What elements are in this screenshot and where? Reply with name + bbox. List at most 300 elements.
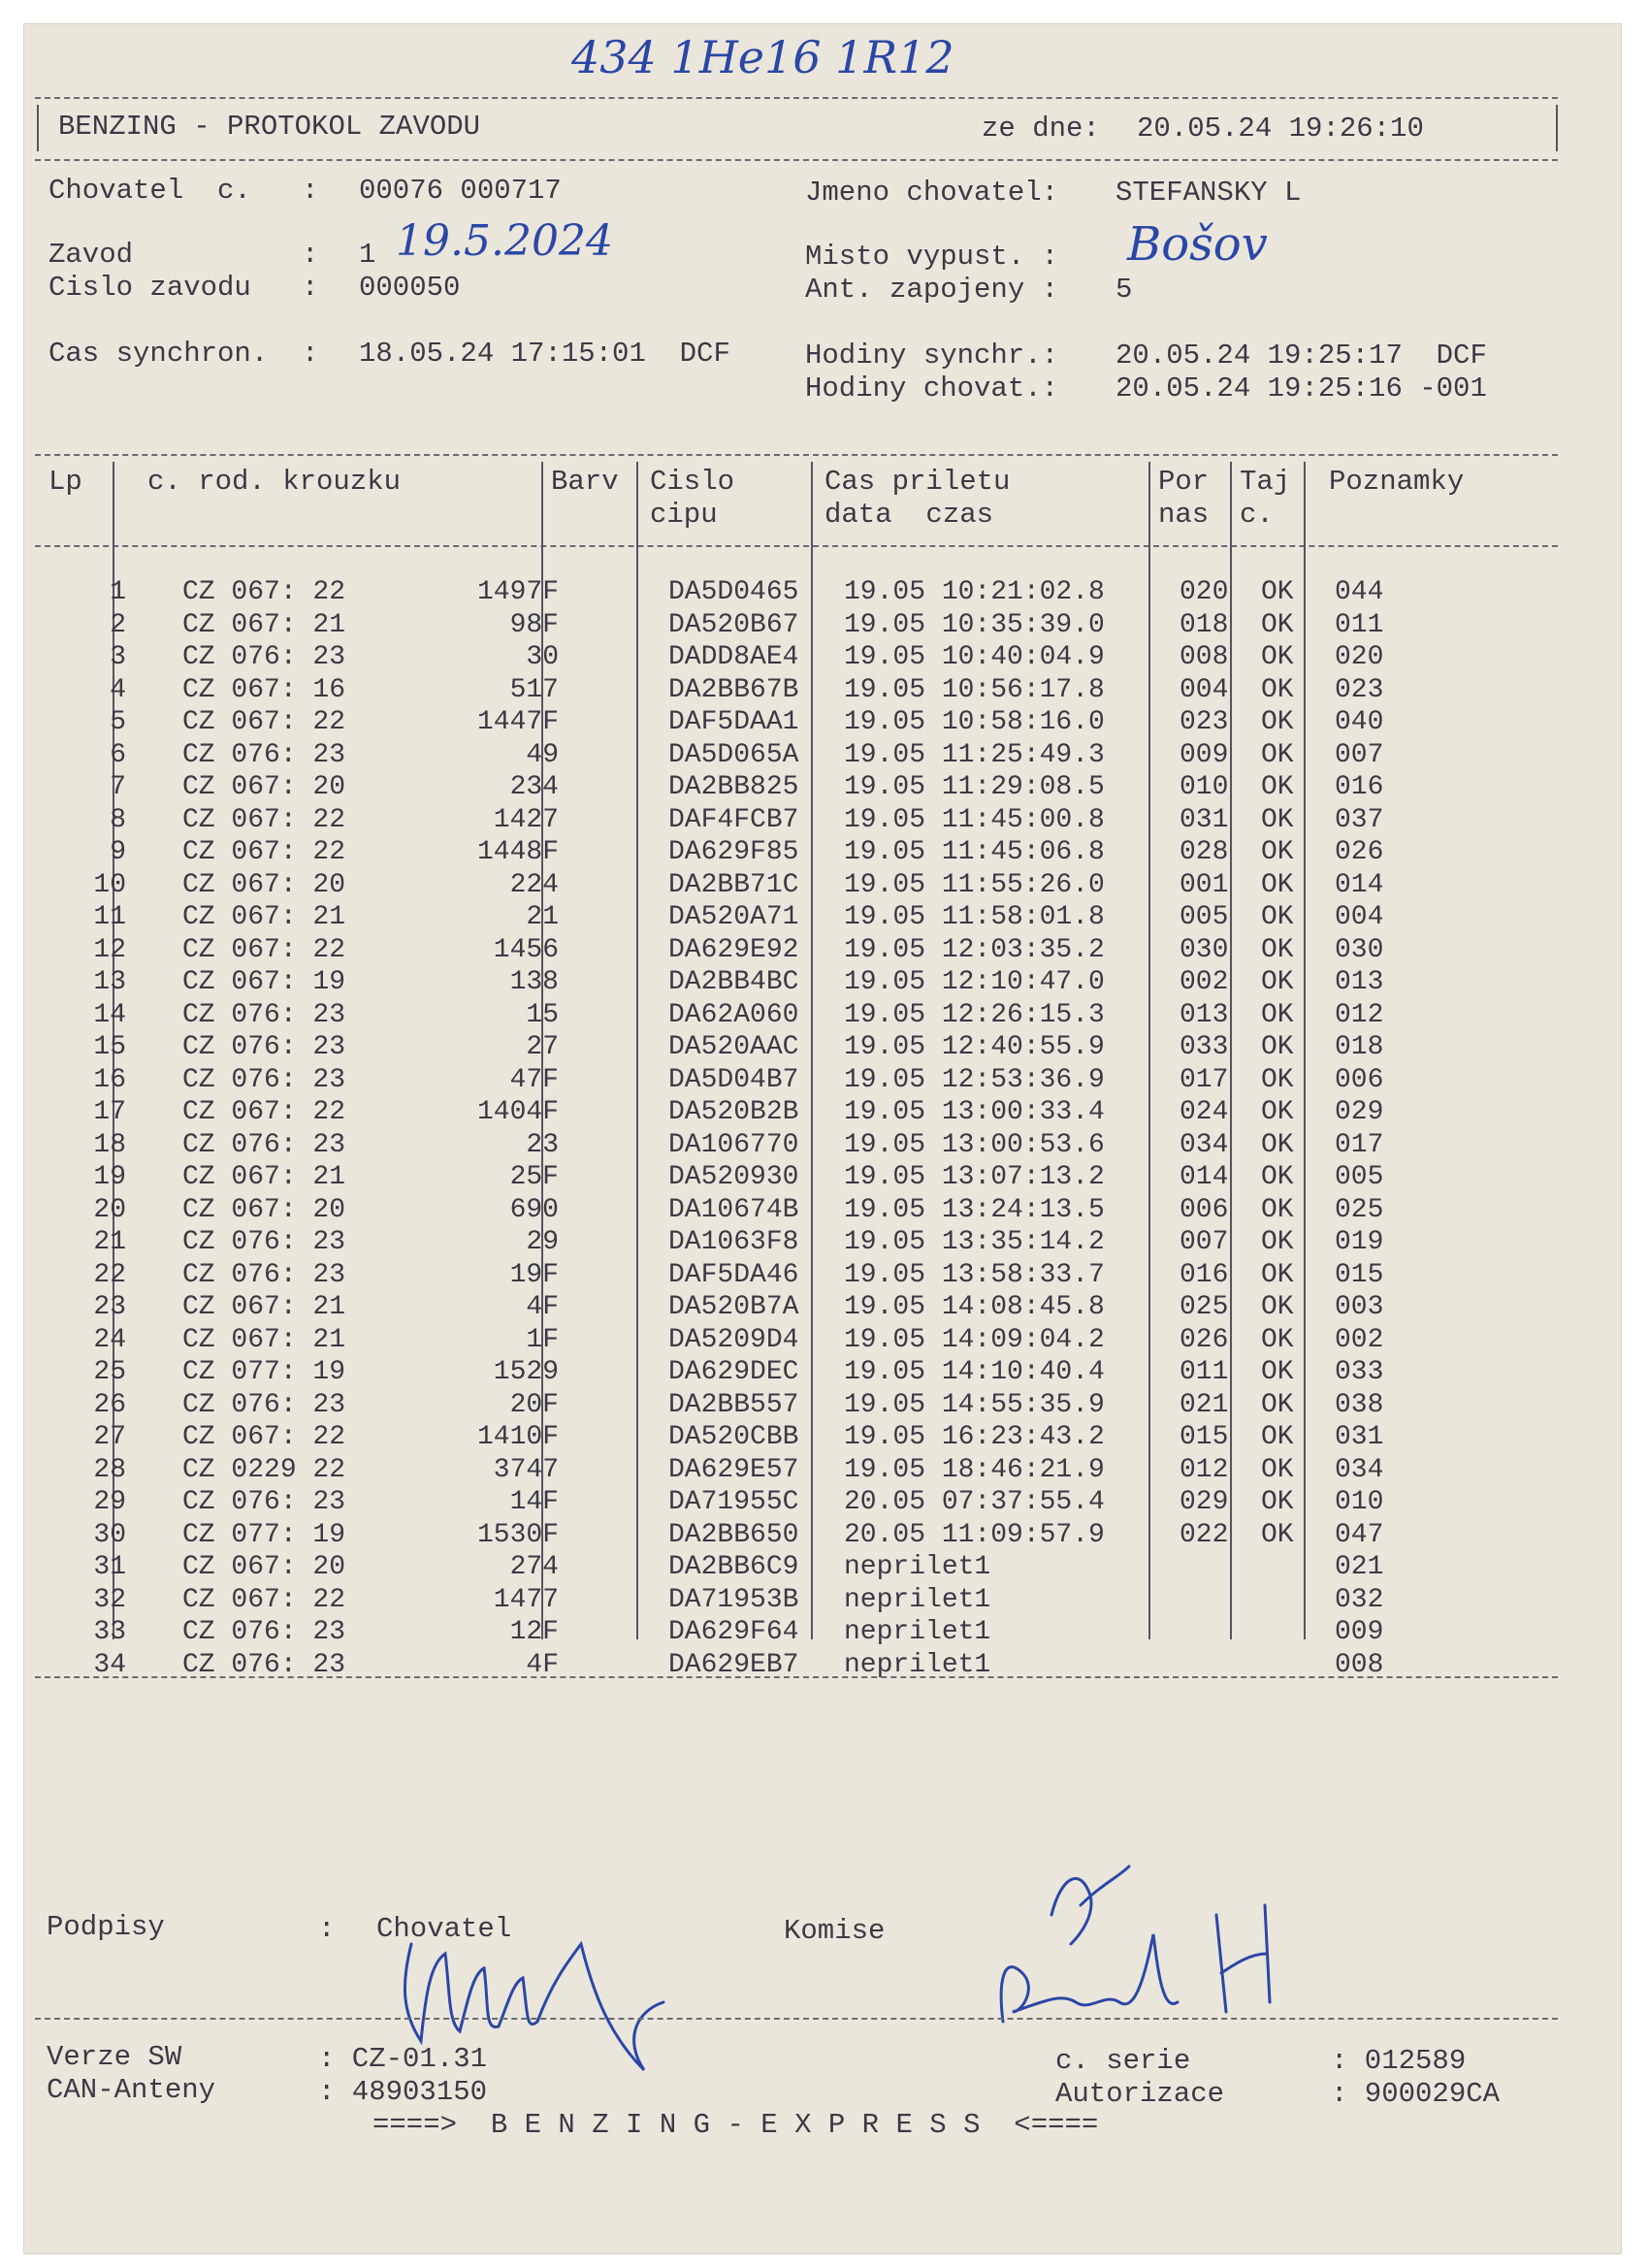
- row-order: 024: [1180, 1097, 1229, 1127]
- row-status: OK: [1261, 804, 1294, 835]
- podpisy-label: Podpisy: [47, 1911, 165, 1943]
- row-lp: 15: [93, 1032, 126, 1062]
- table-row: [47, 1519, 1569, 1551]
- row-arrival-time: 19.05 11:45:06.8: [844, 837, 1105, 867]
- zavod-label: Zavod :: [48, 239, 319, 271]
- verze-sw-value: : CZ-01.31: [318, 2043, 488, 2075]
- row-lp: 4: [110, 674, 126, 705]
- row-arrival-time: 19.05 12:53:36.9: [844, 1064, 1105, 1095]
- row-status: OK: [1261, 772, 1294, 802]
- hodiny-chovat-label: Hodiny chovat.:: [805, 373, 1059, 405]
- row-chip: DA5209D4: [668, 1324, 799, 1355]
- row-arrival-time: 19.05 11:45:00.8: [844, 804, 1105, 835]
- col-header-taj: Taj: [1240, 466, 1291, 498]
- row-arrival-time: 19.05 10:58:16.0: [844, 707, 1105, 737]
- table-row: [47, 1389, 1569, 1421]
- row-status: OK: [1261, 1357, 1294, 1387]
- row-ring: CZ 067: 21: [182, 1292, 346, 1322]
- antenna-value: 5: [1116, 274, 1133, 306]
- cislo-zavodu-label: Cislo zavodu :: [48, 272, 319, 304]
- row-arrival-time: 19.05 10:21:02.8: [844, 577, 1105, 607]
- row-lp: 32: [93, 1584, 126, 1615]
- date-label: ze dne:: [982, 113, 1100, 145]
- row-status: OK: [1261, 837, 1294, 867]
- row-arrival-time: neprilet1: [844, 1617, 991, 1647]
- col-header-poznamky: Poznamky: [1329, 466, 1465, 498]
- row-ring: CZ 067: 20: [182, 1552, 346, 1582]
- row-note: 016: [1335, 772, 1384, 802]
- col-header-data-czas: data czas: [824, 499, 994, 531]
- row-note: 025: [1335, 1194, 1384, 1225]
- row-order: 015: [1180, 1422, 1229, 1452]
- benzing-express-banner: ====> B E N Z I N G - E X P R E S S <====: [372, 2109, 1099, 2141]
- protocol-sheet: [23, 23, 1622, 2254]
- row-order: 034: [1180, 1129, 1229, 1160]
- table-row: [47, 901, 1569, 933]
- table-row: [47, 576, 1569, 608]
- row-ring-number: 1456: [493, 934, 559, 965]
- row-note: 047: [1335, 1519, 1384, 1550]
- row-note: 017: [1335, 1129, 1384, 1160]
- row-ring-number: 690: [509, 1194, 559, 1225]
- row-chip: DA629EB7: [668, 1649, 799, 1680]
- row-note: 013: [1335, 967, 1384, 997]
- row-ring: CZ 067: 21: [182, 609, 346, 640]
- row-note: 019: [1335, 1227, 1384, 1257]
- cas-synchron-value: 18.05.24 17:15:01 DCF: [359, 338, 730, 370]
- row-arrival-time: 19.05 14:55:35.9: [844, 1389, 1105, 1420]
- row-order: 023: [1180, 707, 1229, 737]
- row-ring: CZ 067: 22: [182, 1097, 346, 1127]
- row-chip: DA629E92: [668, 934, 799, 965]
- row-lp: 26: [93, 1389, 126, 1420]
- row-status: OK: [1261, 1129, 1294, 1160]
- row-status: OK: [1261, 999, 1294, 1030]
- row-note: 030: [1335, 934, 1384, 965]
- chovatel-value: 00076 000717: [359, 175, 562, 207]
- handwritten-race-date: 19.5.2024: [396, 216, 613, 266]
- row-chip: DA5D0465: [668, 577, 799, 607]
- row-order: 020: [1180, 577, 1229, 607]
- row-ring-number: 1529: [493, 1357, 559, 1387]
- col-header-nas: nas: [1158, 499, 1210, 531]
- row-ring-number: 1448F: [476, 837, 559, 867]
- row-order: 033: [1180, 1032, 1229, 1062]
- row-note: 015: [1335, 1259, 1384, 1290]
- can-anteny-label: CAN-Anteny: [47, 2074, 216, 2106]
- table-row: [47, 1454, 1569, 1486]
- row-lp: 25: [93, 1357, 126, 1387]
- row-lp: 21: [93, 1227, 126, 1257]
- header-right-border: [1556, 105, 1558, 151]
- row-status: OK: [1261, 1324, 1294, 1355]
- row-lp: 27: [93, 1422, 126, 1452]
- row-lp: 30: [93, 1519, 126, 1550]
- row-arrival-time: 19.05 11:58:01.8: [844, 902, 1105, 932]
- row-note: 044: [1335, 577, 1384, 607]
- row-ring-number: 517: [509, 674, 559, 705]
- row-order: 006: [1180, 1194, 1229, 1225]
- row-ring-number: 25F: [509, 1162, 559, 1192]
- row-lp: 5: [110, 707, 126, 737]
- row-arrival-time: 19.05 18:46:21.9: [844, 1454, 1105, 1485]
- cislo-zavodu-value: 000050: [359, 272, 461, 304]
- row-lp: 28: [93, 1454, 126, 1485]
- row-note: 034: [1335, 1454, 1384, 1485]
- table-row: [47, 771, 1569, 803]
- row-arrival-time: 19.05 13:24:13.5: [844, 1194, 1105, 1225]
- row-ring-number: 274: [509, 1552, 559, 1582]
- row-lp: 20: [93, 1194, 126, 1225]
- table-row: [47, 1129, 1569, 1161]
- row-lp: 12: [93, 934, 126, 965]
- row-note: 021: [1335, 1552, 1384, 1582]
- row-status: OK: [1261, 1487, 1294, 1517]
- row-chip: DA629E57: [668, 1454, 799, 1485]
- jmeno-label: Jmeno chovatel:: [805, 177, 1059, 209]
- row-chip: DA5D065A: [668, 739, 799, 770]
- row-chip: DAF4FCB7: [668, 804, 799, 835]
- row-ring-number: 4F: [526, 1649, 559, 1680]
- row-ring: CZ 067: 21: [182, 1162, 346, 1192]
- row-chip: DA71955C: [668, 1487, 799, 1517]
- row-chip: DA520AAC: [668, 1032, 799, 1062]
- row-note: 003: [1335, 1292, 1384, 1322]
- row-arrival-time: 19.05 13:00:53.6: [844, 1129, 1105, 1160]
- row-note: 032: [1335, 1584, 1384, 1615]
- hodiny-synchr-value: 20.05.24 19:25:17 DCF: [1116, 340, 1487, 372]
- row-lp: 33: [93, 1617, 126, 1647]
- row-ring: CZ 067: 22: [182, 804, 346, 835]
- row-ring-number: 27: [526, 1032, 559, 1062]
- row-ring: CZ 067: 19: [182, 967, 346, 997]
- row-lp: 16: [93, 1064, 126, 1095]
- row-note: 031: [1335, 1422, 1384, 1452]
- row-note: 005: [1335, 1162, 1384, 1192]
- row-order: 030: [1180, 934, 1229, 965]
- row-ring: CZ 067: 22: [182, 1584, 346, 1615]
- row-arrival-time: 19.05 13:07:13.2: [844, 1162, 1105, 1192]
- row-ring-number: 14F: [509, 1487, 559, 1517]
- table-top-border: [35, 454, 1558, 456]
- table-row: [47, 1064, 1569, 1096]
- row-ring: CZ 077: 19: [182, 1519, 346, 1550]
- table-header-divider: [35, 545, 1558, 547]
- row-order: 022: [1180, 1519, 1229, 1550]
- row-order: 017: [1180, 1064, 1229, 1095]
- row-order: 005: [1180, 902, 1229, 932]
- row-ring: CZ 067: 21: [182, 902, 346, 932]
- header-bottom-border: [35, 159, 1558, 161]
- row-lp: 3: [110, 642, 126, 672]
- row-status: OK: [1261, 609, 1294, 640]
- row-ring-number: 1F: [526, 1324, 559, 1355]
- row-lp: 1: [110, 577, 126, 607]
- row-ring-number: 1427: [493, 804, 559, 835]
- row-arrival-time: 19.05 11:55:26.0: [844, 869, 1105, 900]
- row-lp: 13: [93, 967, 126, 997]
- row-note: 033: [1335, 1357, 1384, 1387]
- row-ring: CZ 067: 20: [182, 869, 346, 900]
- row-note: 010: [1335, 1487, 1384, 1517]
- col-header-lp: Lp: [48, 466, 82, 498]
- row-chip: DA520B7A: [668, 1292, 799, 1322]
- row-chip: DAF5DAA1: [668, 707, 799, 737]
- row-arrival-time: 19.05 14:10:40.4: [844, 1357, 1105, 1387]
- row-lp: 11: [93, 902, 126, 932]
- jmeno-value: STEFANSKY L: [1116, 177, 1302, 209]
- row-arrival-time: 19.05 12:40:55.9: [844, 1032, 1105, 1062]
- row-arrival-time: 19.05 12:03:35.2: [844, 934, 1105, 965]
- row-ring: CZ 067: 20: [182, 772, 346, 802]
- row-ring: CZ 076: 23: [182, 1649, 346, 1680]
- col-header-barv: Barv: [551, 466, 619, 498]
- row-status: OK: [1261, 642, 1294, 672]
- cas-synchron-label: Cas synchron. :: [48, 338, 319, 370]
- row-arrival-time: neprilet1: [844, 1584, 991, 1615]
- row-lp: 29: [93, 1487, 126, 1517]
- row-chip: DA520A71: [668, 902, 799, 932]
- row-lp: 14: [93, 999, 126, 1030]
- row-note: 014: [1335, 869, 1384, 900]
- row-status: OK: [1261, 1259, 1294, 1290]
- row-arrival-time: 19.05 10:35:39.0: [844, 609, 1105, 640]
- row-status: OK: [1261, 1227, 1294, 1257]
- row-ring: CZ 076: 23: [182, 1064, 346, 1095]
- row-status: OK: [1261, 1194, 1294, 1225]
- row-lp: 8: [110, 804, 126, 835]
- row-ring: CZ 076: 23: [182, 1259, 346, 1290]
- row-order: 011: [1180, 1357, 1229, 1387]
- row-ring-number: 98F: [509, 609, 559, 640]
- antenna-label: Ant. zapojeny :: [805, 274, 1059, 306]
- row-lp: 23: [93, 1292, 126, 1322]
- row-order: 012: [1180, 1454, 1229, 1485]
- col-header-taj-c: c.: [1240, 499, 1274, 531]
- row-note: 040: [1335, 707, 1384, 737]
- verze-sw-label: Verze SW: [47, 2041, 182, 2073]
- row-lp: 31: [93, 1552, 126, 1582]
- row-ring: CZ 076: 23: [182, 999, 346, 1030]
- row-status: OK: [1261, 1064, 1294, 1095]
- row-note: 020: [1335, 642, 1384, 672]
- row-status: OK: [1261, 967, 1294, 997]
- row-lp: 34: [93, 1649, 126, 1680]
- row-status: OK: [1261, 577, 1294, 607]
- row-chip: DA629DEC: [668, 1357, 799, 1387]
- row-ring-number: 1447F: [476, 707, 559, 737]
- row-ring: CZ 077: 19: [182, 1357, 346, 1387]
- row-ring-number: 19F: [509, 1259, 559, 1290]
- row-ring-number: 12F: [509, 1617, 559, 1647]
- table-row: [47, 1486, 1569, 1518]
- row-note: 009: [1335, 1617, 1384, 1647]
- table-row: [47, 934, 1569, 966]
- row-chip: DA520B2B: [668, 1097, 799, 1127]
- row-chip: DADD8AE4: [668, 642, 799, 672]
- table-row: [47, 1291, 1569, 1323]
- row-lp: 18: [93, 1129, 126, 1160]
- row-ring: CZ 076: 23: [182, 1227, 346, 1257]
- table-row: [47, 1096, 1569, 1128]
- table-row: [47, 706, 1569, 738]
- chovatel-label: Chovatel c. :: [48, 175, 319, 207]
- row-ring-number: 21: [526, 902, 559, 932]
- row-lp: 6: [110, 739, 126, 770]
- row-order: 002: [1180, 967, 1229, 997]
- row-note: 023: [1335, 674, 1384, 705]
- header-left-border: [37, 105, 39, 151]
- row-ring-number: 3747: [493, 1454, 559, 1485]
- col-header-cislo: Cislo: [650, 466, 735, 498]
- table-row: [47, 1226, 1569, 1258]
- commission-signature: [984, 1857, 1304, 2051]
- row-arrival-time: 19.05 12:26:15.3: [844, 999, 1105, 1030]
- row-order: 028: [1180, 837, 1229, 867]
- row-note: 018: [1335, 1032, 1384, 1062]
- row-lp: 19: [93, 1162, 126, 1192]
- row-status: OK: [1261, 869, 1294, 900]
- row-chip: DA10674B: [668, 1194, 799, 1225]
- row-lp: 9: [110, 837, 126, 867]
- row-arrival-time: 19.05 13:58:33.7: [844, 1259, 1105, 1290]
- row-ring: CZ 067: 21: [182, 1324, 346, 1355]
- row-status: OK: [1261, 1032, 1294, 1062]
- row-order: 029: [1180, 1487, 1229, 1517]
- row-status: OK: [1261, 674, 1294, 705]
- row-chip: DA2BB67B: [668, 674, 799, 705]
- row-ring: CZ 076: 23: [182, 1389, 346, 1420]
- table-row: [47, 1324, 1569, 1356]
- row-ring-number: 234: [509, 772, 559, 802]
- handwritten-top-note: 434 1He16 1R12: [571, 31, 954, 83]
- row-order: 026: [1180, 1324, 1229, 1355]
- row-arrival-time: 19.05 11:29:08.5: [844, 772, 1105, 802]
- table-bottom-border: [35, 1676, 1558, 1678]
- row-arrival-time: 19.05 16:23:43.2: [844, 1422, 1105, 1452]
- hodiny-synchr-label: Hodiny synchr.:: [805, 340, 1059, 372]
- zavod-value: 1: [359, 239, 376, 271]
- row-ring: CZ 076: 23: [182, 1129, 346, 1160]
- row-lp: 22: [93, 1259, 126, 1290]
- table-row: [47, 1031, 1569, 1063]
- footer-divider: [35, 2018, 1558, 2020]
- row-chip: DA2BB650: [668, 1519, 799, 1550]
- row-chip: DA2BB825: [668, 772, 799, 802]
- row-arrival-time: 19.05 11:25:49.3: [844, 739, 1105, 770]
- row-note: 012: [1335, 999, 1384, 1030]
- row-chip: DA520930: [668, 1162, 799, 1192]
- komise-signature-label: Komise: [784, 1915, 886, 1947]
- row-ring: CZ 067: 22: [182, 707, 346, 737]
- row-chip: DAF5DA46: [668, 1259, 799, 1290]
- row-note: 037: [1335, 804, 1384, 835]
- row-ring-number: 30: [526, 642, 559, 672]
- row-ring: CZ 067: 22: [182, 1422, 346, 1452]
- row-lp: 2: [110, 609, 126, 640]
- chovatel-signature-label: Chovatel: [376, 1913, 512, 1945]
- row-chip: DA5D04B7: [668, 1064, 799, 1095]
- row-status: OK: [1261, 1454, 1294, 1485]
- row-order: 010: [1180, 772, 1229, 802]
- row-note: 006: [1335, 1064, 1384, 1095]
- row-chip: DA2BB4BC: [668, 967, 799, 997]
- col-header-cas: Cas priletu: [824, 466, 1011, 498]
- table-row: [47, 836, 1569, 868]
- row-chip: DA106770: [668, 1129, 799, 1160]
- row-arrival-time: 19.05 12:10:47.0: [844, 967, 1105, 997]
- row-chip: DA62A060: [668, 999, 799, 1030]
- serie-value: : 012589: [1331, 2045, 1467, 2077]
- row-arrival-time: 20.05 11:09:57.9: [844, 1519, 1105, 1550]
- col-header-cipu: cipu: [650, 499, 718, 531]
- row-ring-number: 1497F: [476, 577, 559, 607]
- col-header-por: Por: [1158, 466, 1210, 498]
- row-order: 014: [1180, 1162, 1229, 1192]
- row-ring-number: 47F: [509, 1064, 559, 1095]
- row-arrival-time: 20.05 07:37:55.4: [844, 1487, 1105, 1517]
- autorizace-label: Autorizace: [1055, 2078, 1225, 2110]
- row-ring: CZ 067: 20: [182, 1194, 346, 1225]
- row-chip: DA629F85: [668, 837, 799, 867]
- row-chip: DA2BB557: [668, 1389, 799, 1420]
- row-arrival-time: 19.05 10:56:17.8: [844, 674, 1105, 705]
- row-note: 007: [1335, 739, 1384, 770]
- table-row: [47, 739, 1569, 771]
- row-arrival-time: 19.05 10:40:04.9: [844, 642, 1105, 672]
- row-order: 021: [1180, 1389, 1229, 1420]
- table-row: [47, 674, 1569, 706]
- row-status: OK: [1261, 1097, 1294, 1127]
- row-status: OK: [1261, 1162, 1294, 1192]
- row-order: 004: [1180, 674, 1229, 705]
- row-arrival-time: 19.05 13:35:14.2: [844, 1227, 1105, 1257]
- protocol-title: BENZING - PROTOKOL ZAVODU: [58, 111, 481, 143]
- table-row: [47, 999, 1569, 1031]
- row-arrival-time: neprilet1: [844, 1649, 991, 1680]
- table-row: [47, 869, 1569, 901]
- row-lp: 7: [110, 772, 126, 802]
- row-ring: CZ 076: 23: [182, 642, 346, 672]
- row-lp: 24: [93, 1324, 126, 1355]
- row-note: 038: [1335, 1389, 1384, 1420]
- row-chip: DA629F64: [668, 1617, 799, 1647]
- row-order: 018: [1180, 609, 1229, 640]
- table-row: [47, 1259, 1569, 1291]
- row-order: 008: [1180, 642, 1229, 672]
- row-ring-number: 29: [526, 1227, 559, 1257]
- row-note: 004: [1335, 902, 1384, 932]
- row-arrival-time: 19.05 13:00:33.4: [844, 1097, 1105, 1127]
- row-chip: DA520CBB: [668, 1422, 799, 1452]
- row-order: 016: [1180, 1259, 1229, 1290]
- autorizace-value: : 900029CA: [1331, 2078, 1501, 2110]
- row-status: OK: [1261, 902, 1294, 932]
- row-order: 007: [1180, 1227, 1229, 1257]
- serie-label: c. serie: [1055, 2045, 1191, 2077]
- row-note: 011: [1335, 609, 1384, 640]
- row-ring: CZ 067: 22: [182, 577, 346, 607]
- row-chip: DA2BB71C: [668, 869, 799, 900]
- row-ring-number: 224: [509, 869, 559, 900]
- row-chip: DA1063F8: [668, 1227, 799, 1257]
- row-status: OK: [1261, 1422, 1294, 1452]
- row-lp: 17: [93, 1097, 126, 1127]
- header-top-border: [35, 97, 1558, 99]
- row-order: 001: [1180, 869, 1229, 900]
- row-ring-number: 4F: [526, 1292, 559, 1322]
- row-note: 002: [1335, 1324, 1384, 1355]
